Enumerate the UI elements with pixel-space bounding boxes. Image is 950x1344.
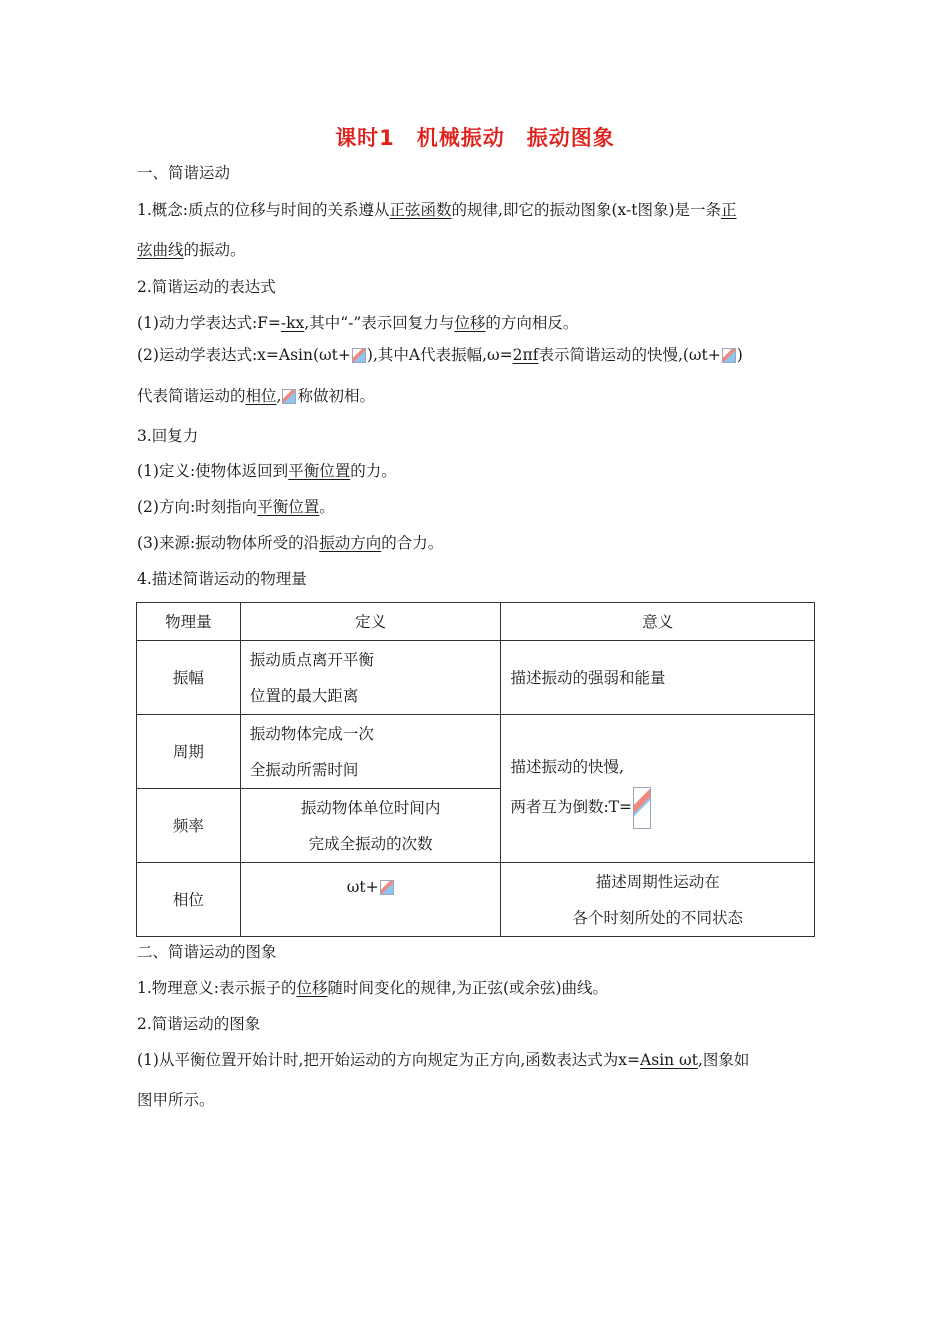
- blank-answer: Asin ωt: [640, 1051, 698, 1069]
- formula-image-icon: [282, 389, 296, 404]
- blank-answer: 位移: [296, 979, 328, 997]
- concept-line: 1.概念:质点的位移与时间的关系遵从正弦函数的规律,即它的振动图象(x-t图象)是一条正: [137, 201, 737, 219]
- formula-image-icon: [722, 348, 736, 363]
- fraction-image-icon: [633, 787, 651, 829]
- kinematic-expression-line: (2)运动学表达式:x=Asin(ωt+ ),其中A代表振幅,ω=2πf表示简谐运动的快慢,(ωt+ ): [137, 346, 743, 364]
- blank-answer: 弦曲线: [137, 241, 184, 259]
- meaning-cell: 描述振动的快慢, 两者互为倒数:T=: [501, 715, 815, 863]
- blank-answer: 振动方向: [319, 534, 382, 552]
- header-cell: 意义: [501, 603, 815, 641]
- quantity-name: 振幅: [137, 641, 241, 715]
- definition-cell: 振动物体单位时间内 完成全振动的次数: [240, 789, 501, 863]
- header-cell: 物理量: [137, 603, 241, 641]
- blank-answer: 正: [721, 201, 737, 219]
- definition-cell: 振动质点离开平衡 位置的最大距离: [240, 641, 501, 715]
- formula-image-icon: [352, 348, 366, 363]
- source-line: (3)来源:振动物体所受的沿振动方向的合力。: [137, 534, 444, 552]
- graph-item-line: (1)从平衡位置开始计时,把开始运动的方向规定为正方向,函数表达式为x=Asin ωt,图象如: [137, 1051, 750, 1069]
- blank-answer: 2πf: [512, 346, 539, 364]
- expression-heading: 2.简谐运动的表达式: [137, 278, 276, 296]
- dynamic-expression-line: (1)动力学表达式:F=-kx,其中“-”表示回复力与位移的方向相反。: [137, 314, 579, 332]
- table-row: [137, 863, 815, 937]
- meaning-cell: 描述振动的强弱和能量: [501, 641, 815, 715]
- blank-answer: 正弦函数: [389, 201, 452, 219]
- meaning-cell: 描述周期性运动在 各个时刻所处的不同状态: [501, 863, 815, 937]
- table-header-row: [137, 603, 815, 641]
- direction-line: (2)方向:时刻指向平衡位置。: [137, 498, 335, 516]
- concept-line-cont: 弦曲线的振动。: [137, 241, 246, 259]
- blank-answer: 位移: [454, 314, 486, 332]
- physical-meaning-line: 1.物理意义:表示振子的位移随时间变化的规律,为正弦(或余弦)曲线。: [137, 979, 609, 997]
- phase-line: 代表简谐运动的相位, 称做初相。: [137, 387, 375, 405]
- quantities-heading: 4.描述简谐运动的物理量: [137, 570, 307, 588]
- header-cell: 定义: [240, 603, 501, 641]
- physical-quantities-table: [136, 602, 815, 937]
- table-row: [137, 641, 815, 715]
- graph-heading: 2.简谐运动的图象: [137, 1015, 261, 1033]
- blank-answer: -kx: [280, 314, 305, 332]
- definition-cell: ωt+: [240, 863, 501, 937]
- quantity-name: 相位: [137, 863, 241, 937]
- section-heading-graph: 二、简谐运动的图象: [137, 943, 277, 961]
- blank-answer: 平衡位置: [257, 498, 320, 516]
- blank-answer: 平衡位置: [288, 462, 351, 480]
- page-title: 课时1 机械振动 振动图象: [335, 126, 615, 150]
- section-heading-simple-harmonic: 一、简谐运动: [137, 164, 231, 182]
- formula-image-icon: [380, 880, 394, 895]
- graph-item-line-cont: 图甲所示。: [137, 1091, 215, 1109]
- blank-answer: 相位: [245, 387, 277, 405]
- quantity-name: 频率: [137, 789, 241, 863]
- table-row: [137, 715, 815, 789]
- restoring-force-heading: 3.回复力: [137, 427, 199, 445]
- definition-cell: 振动物体完成一次 全振动所需时间: [240, 715, 501, 789]
- quantity-name: 周期: [137, 715, 241, 789]
- definition-line: (1)定义:使物体返回到平衡位置的力。: [137, 462, 397, 480]
